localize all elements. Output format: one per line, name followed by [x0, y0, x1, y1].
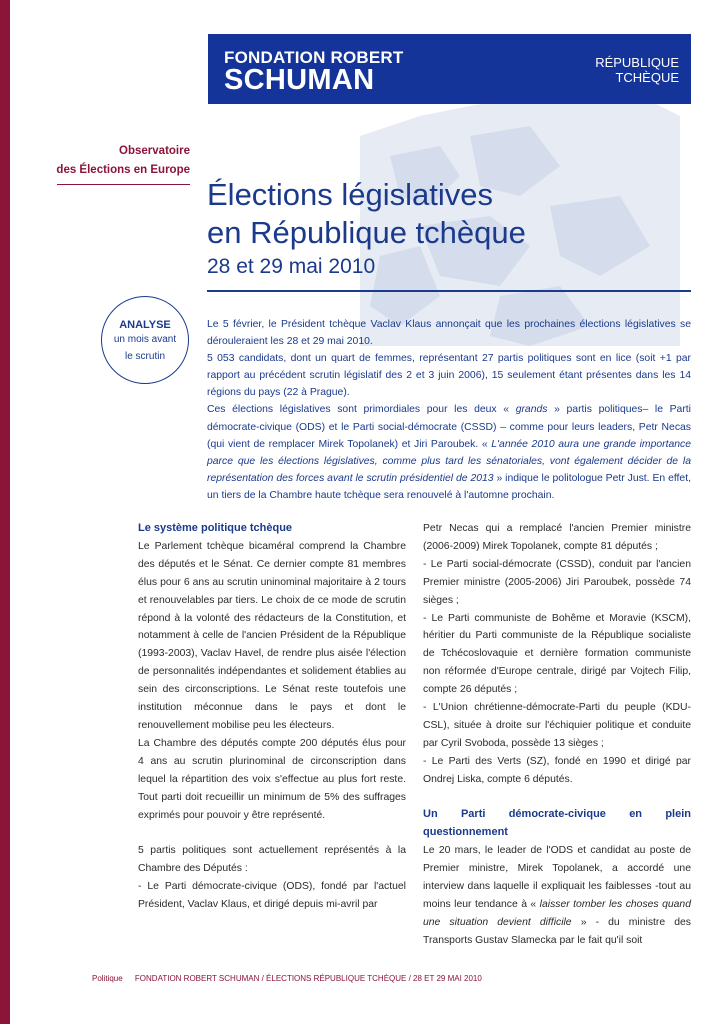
- body-paragraph: Le 20 mars, le leader de l'ODS et candidat au poste de Premier ministre, Mirek Topolanek, a accordé une interview dans laquelle il expliquait les faiblesses -tout au moins leur tendance à « laisser tomber les choses quand une situation devient difficile » - du ministre des Transports Gustav Slamecka par le fait qu'il soit: [423, 845, 691, 946]
- title-line1: Élections législatives: [207, 177, 494, 212]
- header-banner: [208, 34, 691, 104]
- sidebar-accent-bar: [0, 0, 10, 1024]
- election-date: 28 et 29 mai 2010: [207, 255, 376, 278]
- analyse-label: ANALYSE: [119, 319, 171, 331]
- analyse-sub2: le scrutin: [124, 351, 165, 362]
- observatoire-label: [30, 142, 190, 180]
- observatoire-divider: [57, 184, 190, 185]
- footer-section: Politique: [92, 974, 123, 983]
- intro-paragraph-1: Le 5 février, le Président tchèque Vaclav Klaus annonçait que les prochaines élections législatives se dérouleraient les 28 et 29 mai 2010.: [207, 319, 691, 348]
- body-paragraph: Le Parlement tchèque bicaméral comprend la Chambre des députés et le Sénat. Ce dernier compte 81 membres élus pour 6 ans au scrutin uninominal majoritaire à 2 tours et renouvelables par tiers. Le choix de ce mode de scrutin répond à la volonté des rédacteurs de la Constitution, et notamment à celle de l'ancien Président de la République (1993-2003), Vaclav Havel, de rendre plus aisée l'élection de personnalités indépendantes et solidement établies au sein des circonscriptions. Le Sénat reste toutefois une institution méconnue dans le pays et dont le renouvellement mobilise peu les électeurs.: [138, 540, 406, 731]
- analyse-badge: [101, 296, 189, 384]
- body-paragraph: - L'Union chrétienne-démocrate-Parti du peuple (KDU-CSL), située à droite sur l'échiquier politique et conduite par Cyril Svoboda, possède 13 sièges ;: [423, 702, 691, 749]
- body-paragraph: La Chambre des députés compte 200 députés élus pour 4 ans au scrutin plurinominal de circonscription dans lequel la répartition des voix s'effectue au plus fort reste. Tout parti doit recueillir un minimum de 5% des suffrages exprimés pour pouvoir y être représenté.: [138, 737, 406, 821]
- footer-text: FONDATION ROBERT SCHUMAN / ÉLECTIONS RÉPUBLIQUE TCHÈQUE / 28 ET 29 MAI 2010: [134, 974, 482, 983]
- body-paragraph: 5 partis politiques sont actuellement représentés à la Chambre des Députés :: [138, 845, 406, 875]
- analyse-sub1: un mois avant: [113, 334, 177, 345]
- country-label: [595, 55, 679, 85]
- body-paragraph: - Le Parti démocrate-civique (ODS), fondé par l'actuel Président, Vaclav Klaus, et dirigé depuis mi-avril par: [138, 881, 406, 911]
- title-divider: [207, 290, 691, 292]
- intro-text: [207, 316, 691, 504]
- country-line2: TCHÈQUE: [615, 70, 679, 85]
- country-line1: RÉPUBLIQUE: [595, 55, 679, 70]
- left-column: [138, 520, 406, 914]
- section-heading-ods: Un Parti démocrate-civique en plein questionnement: [423, 808, 691, 839]
- page-title: [207, 176, 526, 252]
- body-paragraph: - Le Parti social-démocrate (CSSD), conduit par l'ancien Premier ministre (2005-2006) Jiri Paroubek, possède 74 sièges ;: [423, 558, 691, 606]
- page-footer: [92, 974, 492, 983]
- right-column: [423, 520, 691, 950]
- brand-name-line2: SCHUMAN: [224, 64, 375, 96]
- observatoire-line2: des Élections en Europe: [56, 164, 190, 176]
- section-heading-political-system: Le système politique tchèque: [138, 522, 293, 534]
- body-paragraph: - Le Parti des Verts (SZ), fondé en 1990 et dirigé par Ondrej Liska, compte 6 députés.: [423, 755, 691, 785]
- observatoire-line1: Observatoire: [119, 145, 190, 157]
- brand-name-line1: FONDATION ROBERT: [224, 48, 404, 67]
- body-paragraph: Petr Necas qui a remplacé l'ancien Premier ministre (2006-2009) Mirek Topolanek, compte 81 députés ;: [423, 523, 691, 552]
- intro-paragraph-3: Ces élections législatives sont primordiales pour les deux « grands » partis politiques– le Parti démocrate-civique (ODS) et le Parti social-démocrate (CSSD) – comme pour leurs leaders, Petr Necas (qui vient de remplacer Mirek Topolanek) et Jiri Paroubek. « L'année 2010 aura une grande importance parce que les élections législatives, comme plus tard les sénatoriales, vont également décider de la représentation des forces avant le scrutin présidentiel de 2013 » indique le politologue Petr Just. En effet, un tiers de la Chambre haute tchèque sera renouvelé à l'automne prochain.: [207, 404, 691, 501]
- title-line2: en République tchèque: [207, 215, 526, 250]
- intro-paragraph-2: 5 053 candidats, dont un quart de femmes, représentant 27 partis politiques sont en lice (soit +1 par rapport au précédent scrutin législatif des 2 et 3 juin 2006), 15 seulement étant présentes dans les 14 régions du pays (22 à Prague).: [207, 353, 691, 399]
- body-paragraph: - Le Parti communiste de Bohême et Moravie (KSCM), héritier du Parti communiste de la République socialiste de Tchécoslovaquie et dernière formation communiste non réformée d'Europe centrale, dirigé par Vojtech Filip, compte 26 députés ;: [423, 612, 691, 696]
